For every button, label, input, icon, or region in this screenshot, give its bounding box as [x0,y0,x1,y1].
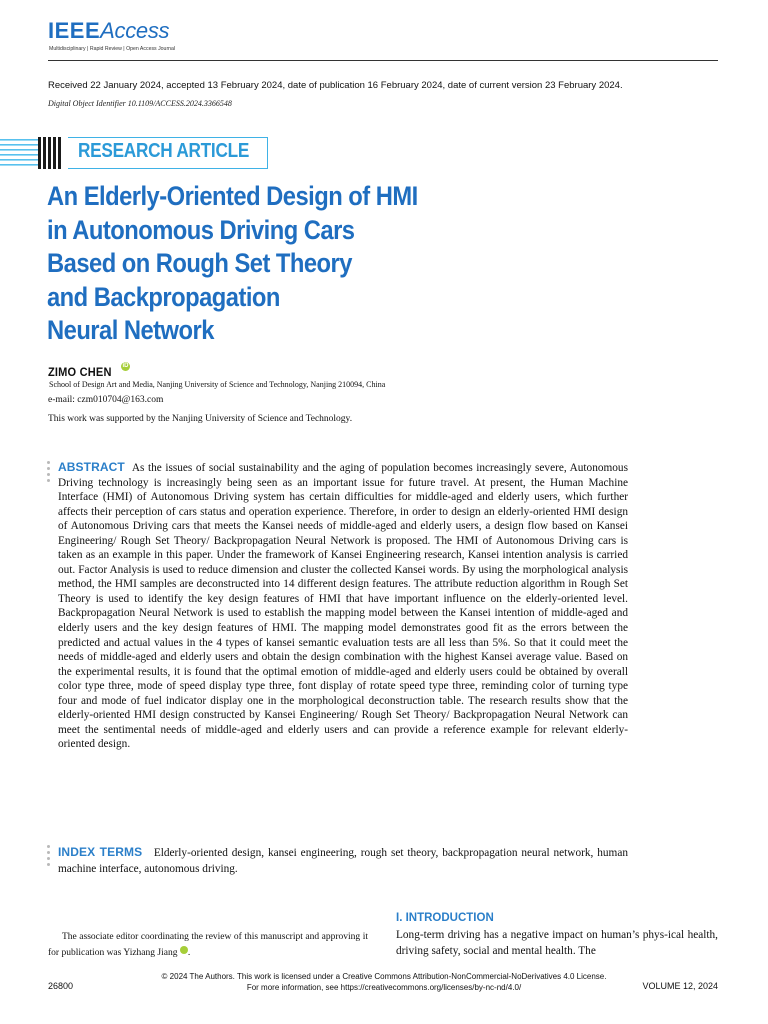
banner-stripes-icon [0,137,62,171]
index-terms-text: Elderly-oriented design, kansei engineering, rough set theory, backpropagation neural network, human machine interface, autonomous driving. [58,847,628,875]
editor-footnote [48,929,368,961]
logo-ieee-text: IEEE [48,18,101,43]
doi-line: Digital Object Identifier 10.1109/ACCESS.2024.3366548 [48,99,232,108]
title-line: Based on Rough Set Theory [47,248,352,278]
footnote-end: . [187,948,191,958]
abstract-block [58,460,628,752]
article-type-label: RESEARCH ARTICLE [78,140,250,162]
abstract-dots-icon [47,461,50,485]
license-url-line: For more information, see https://creativecommons.org/licenses/by-nc-nd/4.0/ [246,983,522,992]
received-dates: Received 22 January 2024, accepted 13 February 2024, date of publication 16 February 2024, date of current version 23 February 2024. [48,80,623,91]
volume-label: VOLUME 12, 2024 [642,981,718,991]
index-terms-label: INDEX TERMS [58,845,143,859]
abstract-label: ABSTRACT [58,460,125,474]
logo-access-text: Access [100,18,170,43]
index-terms-dots-icon [47,845,50,869]
title-line: in Autonomous Driving Cars [47,214,355,245]
index-terms-block [58,844,628,877]
abstract-text: As the issues of social sustainability and the aging of population becomes increasingly severe, Autonomous Driving technology is increasingly being seen as an important issue for future travel. At present, the Human Machine Interface (HMI) of Autonomous Driving system has certain difficulties for middle-aged and elderly users, which further affects their perception of cars status and operation experience. Therefore, in order to design an elderly-oriented HMI design of Autonomous Driving cars that meets the Kansei needs of middle-aged and elderly users, a design flow based on Kansei Engineering/ Rough Set Theory/ Backpropagation Neural Network is proposed. The HMI of Autonomous Driving cars is taken as an example in this paper. Under the framework of Kansei Engineering research, Kansei intention analysis is carried out. Factor Analysis is used to reduce dimension and cluster the collected Kansei words. By using the morphological analysis method, the HMI samples are deconstructed into 14 different design features. The attribute reduction algorithm in Rough Set Theory is used to identify the key design features of HMI that have important influence on the elderly-oriented level. Backpropagation Neural Network is used to establish the mapping model between the Kansei intention of middle-aged and elderly users and the key design features of HMI. The mapping model demonstrates good fit as the errors between the predicted and actual values in the 4 types of kansei semantic evaluation tests are all less than 5%. So that it could meet the needs of middle-aged and elderly users and obtain the design combination with the highest Kansei average value. Based on the experimental results, it is found that the optimal emotion of middle-aged and elderly users could be obtained by overall color type three, mode of speed display type three, font display of rotate speed type three, reminding color of turning type four and mode of fuel indicator display one in the morphological deconstruction table. The research results show that the elderly-oriented HMI design constructed by Kansei Engineering/ Rough Set Theory/ Backpropagation Neural Network can meet the sentimental needs of middle-aged and elderly users and can provide a reference example for relevant elderly-oriented design. [58,462,628,751]
title-line: and Backpropagation [47,281,280,312]
introduction-text: Long-term driving has a negative impact on human’s phys-ical health, driving safety, social and mental health. The [396,929,718,957]
author-email: e-mail: czm010704@163.com [48,395,164,405]
author-affiliation: School of Design Art and Media, Nanjing University of Science and Technology, Nanjing 210094, China [49,380,386,389]
section-heading-introduction: I. INTRODUCTION [396,912,494,924]
funding-note: This work was supported by the Nanjing University of Science and Technology. [48,414,353,424]
orcid-icon[interactable]: iD [122,363,129,369]
license-line: © 2024 The Authors. This work is licensed under a Creative Commons Attribution-NonCommercial-NoDerivatives 4.0 License. [161,972,607,981]
orcid-icon[interactable]: iD [180,946,188,954]
page-number: 26800 [48,981,74,991]
header-divider [48,60,718,61]
footnote-text: The associate editor coordinating the review of this manuscript and approving it for publication was Yizhang Jiang [48,932,368,958]
title-line: Neural Network [47,315,214,345]
journal-tagline: Multidisciplinary | Rapid Review | Open Access Journal [49,46,176,52]
journal-logo [48,18,169,44]
paper-title [47,180,505,348]
title-line: An Elderly-Oriented Design of HMI [47,181,418,211]
author-name: ZIMO CHEN [48,365,112,379]
